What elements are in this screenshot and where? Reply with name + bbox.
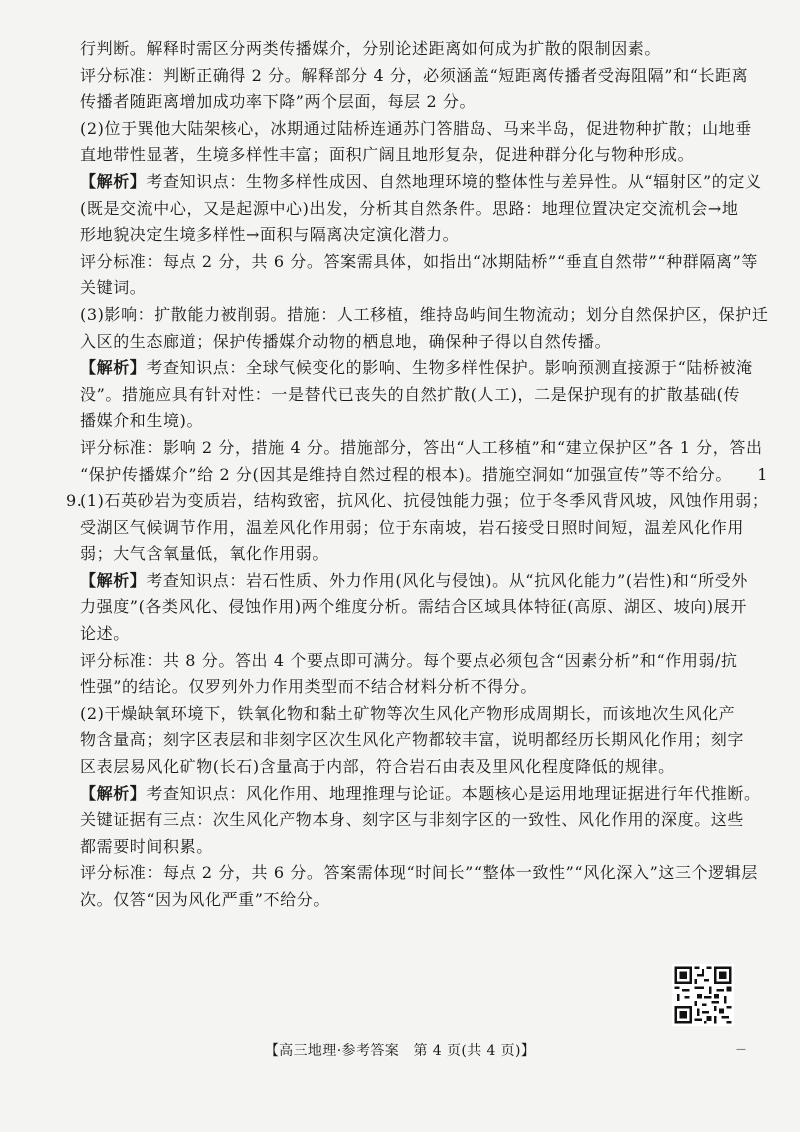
analysis-label: 【解析】 xyxy=(80,570,147,590)
text-line: 物含量高；刻字区表层和非刻字区次生风化产物都较丰富，说明都经历长期风化作用；刻字 xyxy=(80,730,745,750)
analysis-line xyxy=(80,781,760,808)
text-line: 受湖区气候调节作用，温差风化作用弱；位于东南坡，岩石接受日照时间短，温差风化作用 xyxy=(80,517,745,537)
text-line: 弱；大气含氧量低，氧化作用弱。 xyxy=(80,544,330,564)
answer-line: (3)影响：扩散能力被削弱。措施：人工移植，维持岛屿间生物流动；划分自然保护区，保护迁 xyxy=(80,304,769,324)
answer-line: (2)干燥缺氧环境下，铁氧化物和黏土矿物等次生风化产物形成周期长，而该地次生风化产 xyxy=(80,703,736,723)
text-line: 形地貌决定生境多样性→面积与隔离决定演化潜力。 xyxy=(80,225,460,245)
page-footer: 【高三地理·参考答案 第 4 页(共 4 页)】 xyxy=(264,1043,536,1059)
text-line: 入区的生态廊道；保护传播媒介动物的栖息地，确保种子得以自然传播。 xyxy=(80,331,612,351)
analysis-label: 【解析】 xyxy=(80,783,147,803)
text-line: 没”。措施应具有针对性：一是替代已丧失的自然扩散(人工)，二是保护现有的扩散基础(传 xyxy=(80,384,741,404)
margin-digit: 1 xyxy=(757,464,768,484)
text-line: 性强”的结论。仅罗列外力作用类型而不结合材料分析不得分。 xyxy=(80,677,537,697)
text-line: 行判断。解释时需区分两类传播媒介，分别论述距离如何成为扩散的限制因素。 xyxy=(80,39,662,58)
text-line: 传播者随距离增加成功率下降”两个层面，每层 2 分。 xyxy=(80,92,477,112)
text-line: 直地带性显著，生境多样性丰富；面积广阔且地形复杂，促进种群分化与物种形成。 xyxy=(80,145,695,165)
answer-text: (1)石英砂岩为变质岩，结构致密，抗风化、抗侵蚀能力强；位于冬季风背风坡，风蚀作用弱； xyxy=(80,491,769,511)
analysis-text: 考查知识点：岩石性质、外力作用(风化与侵蚀)。从“抗风化能力”(岩性)和“所受外 xyxy=(146,570,748,590)
scoring-line: 评分标准：每点 2 分，共 6 分。答案需具体，如指出“冰期陆桥”“垂直自然带”“种群隔离”等 xyxy=(80,251,758,271)
analysis-text: 考查知识点：风化作用、地理推理与论证。本题核心是运用地理证据进行年代推断。 xyxy=(146,783,761,803)
corner-mark: — xyxy=(736,1044,746,1055)
analysis-label: 【解析】 xyxy=(80,171,147,191)
text-line: (既是交流中心，又是起源中心)出发，分析其自然条件。思路：地理位置决定交流机会→地 xyxy=(80,198,739,218)
question-number: 9. xyxy=(66,491,83,511)
qr-code[interactable] xyxy=(672,964,734,1026)
scoring-line: 评分标准：每点 2 分，共 6 分。答案需体现“时间长”“整体一致性”“风化深入”这三个逻辑层 xyxy=(80,863,758,883)
text-line xyxy=(80,462,768,489)
question-9-line xyxy=(66,488,769,515)
analysis-line xyxy=(80,355,760,382)
scoring-line: 评分标准：影响 2 分，措施 4 分。措施部分，答出“人工移植”和“建立保护区”各 1 分，答出 xyxy=(80,437,763,457)
text-line-content: “保护传播媒介”给 2 分(因其是维持自然过程的根本)。措施空洞如“加强宣传”等不给分。 xyxy=(80,464,732,484)
analysis-line xyxy=(80,169,760,196)
analysis-label: 【解析】 xyxy=(80,358,147,378)
text-line: 区表层易风化矿物(长石)含量高于内部，符合岩石由表及里风化程度降低的规律。 xyxy=(80,757,675,777)
text-line: 关键词。 xyxy=(80,278,147,298)
answer-line: (2)位于巽他大陆架核心，冰期通过陆桥连通苏门答腊岛、马来半岛，促进物种扩散；山地垂 xyxy=(80,118,752,138)
text-line: 论述。 xyxy=(80,624,130,644)
text-line: 关键证据有三点：次生风化产物本身、刻字区与非刻字区的一致性、风化作用的深度。这些 xyxy=(80,810,745,830)
text-line: 都需要时间积累。 xyxy=(80,836,213,856)
text-line: 次。仅答“因为风化严重”不给分。 xyxy=(80,890,330,909)
analysis-text: 考查知识点：全球气候变化的影响、生物多样性保护。影响预测直接源于“陆桥被淹 xyxy=(146,358,753,378)
text-line: 播媒介和生境)。 xyxy=(80,411,204,431)
scoring-line: 评分标准：共 8 分。答出 4 个要点即可满分。每个要点必须包含“因素分析”和“作用弱/抗 xyxy=(80,650,738,670)
answer-body xyxy=(66,36,769,914)
analysis-text: 考查知识点：生物多样性成因、自然地理环境的整体性与差异性。从“辐射区”的定义 xyxy=(146,171,762,191)
analysis-line xyxy=(80,568,760,595)
text-line: 力强度”(各类风化、侵蚀作用)两个维度分析。需结合区域具体特征(高原、湖区、坡向)展开 xyxy=(80,597,747,617)
scoring-line: 评分标准：判断正确得 2 分。解释部分 4 分，必须涵盖“短距离传播者受海阻隔”和“长距离 xyxy=(80,65,749,85)
